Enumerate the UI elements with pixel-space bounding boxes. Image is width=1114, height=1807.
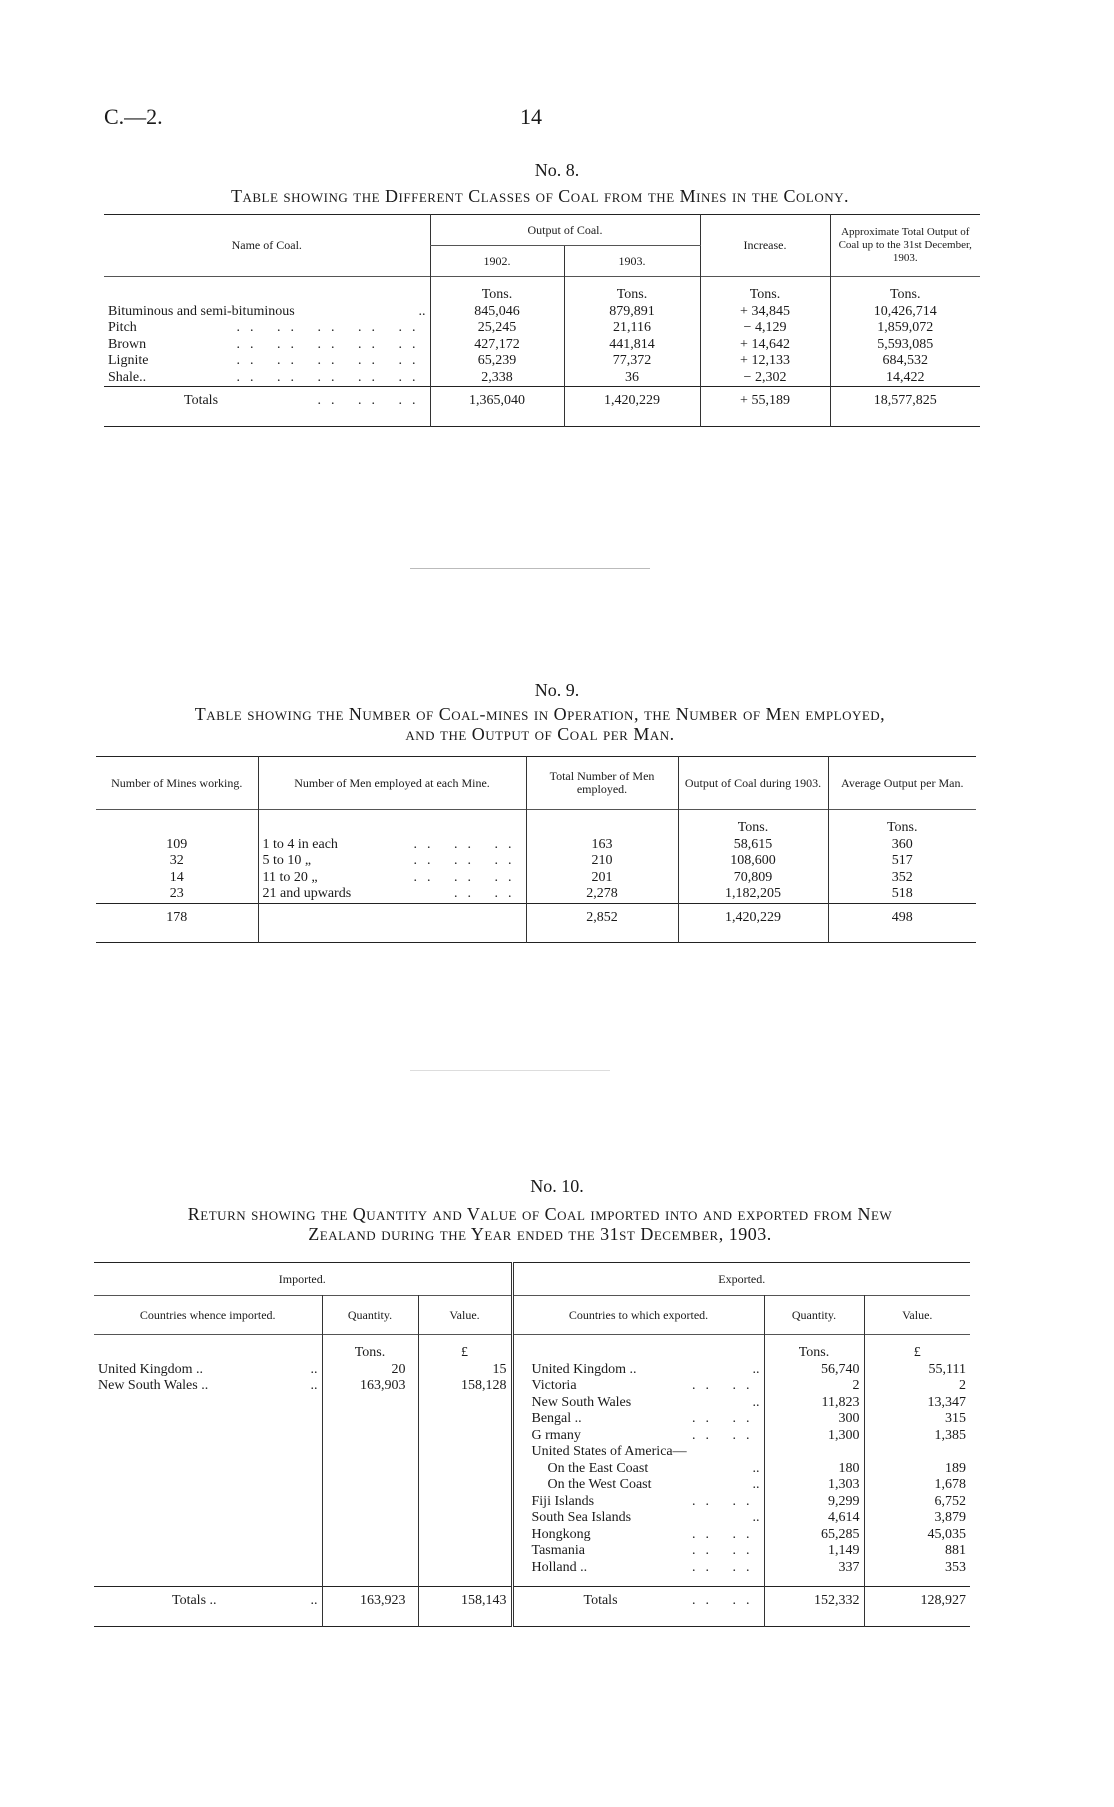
total-1903: 1,420,229 (564, 387, 700, 427)
table-row (96, 886, 976, 903)
leader-dots: .. (310, 1593, 318, 1608)
table-row (94, 1395, 970, 1412)
table8-header-name: Name of Coal. (231, 238, 302, 252)
output-1902: 25,245 (430, 320, 564, 337)
output-value: 58,615 (678, 837, 828, 854)
export-country: On the West Coast (547, 1477, 652, 1492)
output-1903: 21,116 (564, 320, 700, 337)
exported-title: Exported. (512, 1263, 970, 1296)
table-row (94, 1378, 970, 1395)
imported-title: Imported. (278, 1271, 326, 1286)
total-men-sum: 2,852 (526, 903, 678, 943)
mines-count: 32 (169, 853, 184, 868)
export-value: 1,385 (864, 1428, 970, 1445)
export-value: 6,752 (864, 1494, 970, 1511)
table10-units-row (94, 1345, 970, 1362)
import-total-quantity: 163,923 (322, 1587, 418, 1627)
table-row (94, 1428, 970, 1445)
import-value: 158,128 (418, 1378, 512, 1395)
leader-dots: .. .. (692, 1493, 760, 1509)
increase-value: − 4,129 (700, 320, 830, 337)
output-1902: 427,172 (430, 337, 564, 354)
total-1902: 1,365,040 (430, 387, 564, 427)
section-divider (410, 1070, 610, 1071)
section-divider (410, 568, 650, 569)
total-men: 201 (526, 870, 678, 887)
leader-dots: .. (752, 1510, 760, 1525)
output-value: 70,809 (678, 870, 828, 887)
output-1902: 65,239 (430, 353, 564, 370)
table8-header-increase: Increase. (700, 215, 830, 277)
total-output: 1,420,229 (678, 903, 828, 943)
table8-totals-row (104, 387, 980, 427)
increase-value: + 34,845 (700, 304, 830, 321)
leader-dots: .. .. (454, 886, 522, 901)
leader-dots: .. (310, 1361, 318, 1377)
mines-count: 14 (169, 869, 184, 885)
export-country: United Kingdom .. (531, 1361, 637, 1377)
import-country: New South Wales .. (98, 1378, 209, 1393)
exported-header-value: Value. (864, 1296, 970, 1335)
export-total-quantity: 152,332 (764, 1587, 864, 1627)
totals-label: Totals (184, 393, 219, 408)
page-number: 14 (520, 104, 542, 129)
total-men: 210 (526, 853, 678, 870)
average-value: 352 (828, 870, 976, 887)
unit-label: Tons. (700, 287, 830, 304)
export-quantity: 300 (764, 1411, 864, 1428)
leader-dots: .. .. (692, 1427, 760, 1443)
table9-header-average: Average Output per Man. (828, 757, 976, 810)
leader-dots: .. (752, 1394, 760, 1410)
table-row (94, 1477, 970, 1494)
table-row (94, 1543, 970, 1560)
leader-dots: .. .. .. (413, 836, 522, 852)
table9-number: No. 9. (534, 680, 580, 700)
table-row (96, 870, 976, 887)
export-quantity: 1,300 (764, 1428, 864, 1445)
output-1903: 36 (564, 370, 700, 387)
table-row (104, 370, 980, 387)
export-quantity: 337 (764, 1560, 864, 1577)
export-country: Hongkong (531, 1526, 591, 1542)
leader-dots: .. .. .. (413, 853, 522, 868)
unit-label: Tons. (764, 1345, 864, 1362)
increase-value: + 12,133 (700, 353, 830, 370)
export-country: United States of America— (531, 1444, 687, 1459)
leader-dots: .. .. .. .. .. (236, 320, 426, 335)
export-country: Fiji Islands (531, 1493, 595, 1509)
export-quantity: 9,299 (764, 1494, 864, 1511)
leader-dots: .. .. (692, 1543, 760, 1558)
table9-header-men-each: Number of Men employed at each Mine. (258, 757, 526, 810)
coal-name: Shale.. (108, 369, 147, 385)
output-value: 108,600 (678, 853, 828, 870)
output-1902: 2,338 (430, 370, 564, 387)
export-value: 45,035 (864, 1527, 970, 1544)
table-row (104, 353, 980, 370)
unit-label: £ (418, 1345, 512, 1362)
exported-header-quantity: Quantity. (764, 1296, 864, 1335)
table9-caption-line1: Table showing the Number of Coal-mines in Operation, the Number of Men employed, (194, 704, 886, 724)
average-value: 518 (828, 886, 976, 903)
total-approx: 18,577,825 (830, 387, 980, 427)
mines-count: 23 (169, 886, 184, 901)
export-country: Bengal .. (531, 1411, 582, 1426)
table-row (94, 1362, 970, 1379)
leader-dots: .. .. .. .. .. (236, 353, 426, 368)
table-row (104, 320, 980, 337)
table8-number: No. 8. (534, 160, 580, 180)
import-quantity: 163,903 (322, 1378, 418, 1395)
total-average: 498 (828, 903, 976, 943)
table9-header-mines: Number of Mines working. (111, 775, 243, 790)
table-row (104, 337, 980, 354)
export-country: On the East Coast (547, 1460, 649, 1476)
export-value: 189 (864, 1461, 970, 1478)
approx-total-value: 5,593,085 (830, 337, 980, 354)
export-quantity: 1,149 (764, 1543, 864, 1560)
leader-dots: .. .. (692, 1526, 760, 1542)
export-country: South Sea Islands (531, 1510, 632, 1525)
increase-value: − 2,302 (700, 370, 830, 387)
men-range: 1 to 4 in each (262, 836, 338, 852)
export-value: 13,347 (864, 1395, 970, 1412)
export-country: Tasmania (531, 1543, 585, 1558)
table-row (94, 1411, 970, 1428)
leader-dots: .. (752, 1460, 760, 1476)
leader-dots: .. .. (692, 1378, 760, 1393)
import-country: United Kingdom .. (98, 1361, 203, 1377)
export-quantity: 56,740 (764, 1362, 864, 1379)
export-total-value: 128,927 (864, 1587, 970, 1627)
average-value: 360 (828, 837, 976, 854)
imported-header-country: Countries whence imported. (139, 1307, 276, 1322)
unit-label: Tons. (322, 1345, 418, 1362)
export-quantity: 11,823 (764, 1395, 864, 1412)
coal-name: Lignite (108, 353, 149, 368)
leader-dots: .. .. .. .. .. (236, 336, 426, 352)
total-increase: + 55,189 (700, 387, 830, 427)
export-country: New South Wales (531, 1394, 632, 1410)
table-row (94, 1494, 970, 1511)
export-value: 2 (864, 1378, 970, 1395)
increase-value: + 14,642 (700, 337, 830, 354)
export-value: 3,879 (864, 1510, 970, 1527)
table-row (96, 853, 976, 870)
imported-header-value: Value. (418, 1296, 512, 1335)
leader-dots: .. .. (692, 1411, 760, 1426)
export-quantity: 1,303 (764, 1477, 864, 1494)
output-1903: 77,372 (564, 353, 700, 370)
total-mines: 178 (166, 909, 188, 925)
approx-total-value: 1,859,072 (830, 320, 980, 337)
unit-label: Tons. (678, 820, 828, 837)
import-value: 15 (418, 1362, 512, 1379)
import-totals-label: Totals .. (172, 1593, 217, 1608)
export-quantity: 65,285 (764, 1527, 864, 1544)
table9-header-output: Output of Coal during 1903. (678, 757, 828, 810)
export-quantity: 2 (764, 1378, 864, 1395)
coal-name: Brown (108, 336, 147, 352)
approx-total-value: 10,426,714 (830, 304, 980, 321)
leader-dots: .. (418, 303, 426, 319)
export-value: 1,678 (864, 1477, 970, 1494)
table-row (94, 1560, 970, 1577)
unit-label: Tons. (830, 287, 980, 304)
output-1903: 879,891 (564, 304, 700, 321)
men-range: 5 to 10 „ (262, 853, 312, 868)
unit-label: £ (864, 1345, 970, 1362)
leader-dots: .. .. .. (413, 869, 522, 885)
output-value: 1,182,205 (678, 886, 828, 903)
export-country: Holland .. (531, 1559, 588, 1575)
table9 (96, 756, 976, 943)
approx-total-value: 684,532 (830, 353, 980, 370)
table10-totals-row (94, 1587, 970, 1627)
leader-dots: .. .. (692, 1559, 760, 1575)
output-1903: 441,814 (564, 337, 700, 354)
mines-count: 109 (166, 836, 188, 852)
export-country: Victoria (531, 1378, 577, 1393)
table8-header-1902: 1902. (430, 246, 564, 277)
table-row (94, 1510, 970, 1527)
table9-header-total-men: Total Number of Men employed. (526, 757, 678, 810)
table-row (94, 1527, 970, 1544)
coal-name: Bituminous and semi-bituminous (108, 303, 295, 319)
leader-dots: .. (310, 1378, 318, 1393)
output-1902: 845,046 (430, 304, 564, 321)
import-quantity: 20 (322, 1362, 418, 1379)
leader-dots: .. (752, 1361, 760, 1377)
table8 (104, 214, 980, 427)
export-country: G rmany (531, 1427, 581, 1443)
leader-dots: .. .. (692, 1593, 760, 1608)
export-value: 881 (864, 1543, 970, 1560)
table8-header-1903: 1903. (564, 246, 700, 277)
table9-units-row (96, 820, 976, 837)
table8-units-row (104, 287, 980, 304)
table-row (104, 304, 980, 321)
men-range: 11 to 20 „ (262, 869, 318, 885)
table-row (94, 1444, 970, 1461)
table9-caption-line2: and the Output of Coal per Man. (405, 724, 675, 744)
import-total-value: 158,143 (418, 1587, 512, 1627)
exported-header-country: Countries to which exported. (512, 1296, 764, 1335)
total-men: 2,278 (526, 886, 678, 903)
table10-caption-line1: Return showing the Quantity and Value of Coal imported into and exported from New (187, 1204, 893, 1224)
men-range: 21 and upwards (262, 886, 352, 901)
export-totals-label: Totals (583, 1593, 618, 1608)
table8-header-approx-total: Approximate Total Output of Coal up to the 31st December, 1903. (830, 215, 980, 277)
table-row (96, 837, 976, 854)
unit-label: Tons. (828, 820, 976, 837)
table8-header-output: Output of Coal. (430, 215, 700, 246)
imported-header-quantity: Quantity. (322, 1296, 418, 1335)
export-value: 353 (864, 1560, 970, 1577)
table10-caption-line2: Zealand during the Year ended the 31st December, 1903. (308, 1224, 772, 1244)
table10 (94, 1262, 970, 1627)
unit-label: Tons. (564, 287, 700, 304)
table9-totals-row (96, 903, 976, 943)
document-series: C.—2. (104, 104, 163, 129)
leader-dots: .. .. .. .. .. (236, 369, 426, 385)
coal-name: Pitch (108, 320, 137, 335)
table10-number: No. 10. (530, 1176, 584, 1196)
export-quantity: 180 (764, 1461, 864, 1478)
export-value: 315 (864, 1411, 970, 1428)
table-row (94, 1461, 970, 1478)
leader-dots: .. .. .. (317, 393, 426, 408)
export-value: 55,111 (864, 1362, 970, 1379)
average-value: 517 (828, 853, 976, 870)
leader-dots: .. (752, 1477, 760, 1492)
total-men: 163 (526, 837, 678, 854)
table8-caption: Table showing the Different Classes of Coal from the Mines in the Colony. (230, 186, 850, 206)
unit-label: Tons. (430, 287, 564, 304)
approx-total-value: 14,422 (830, 370, 980, 387)
export-quantity: 4,614 (764, 1510, 864, 1527)
